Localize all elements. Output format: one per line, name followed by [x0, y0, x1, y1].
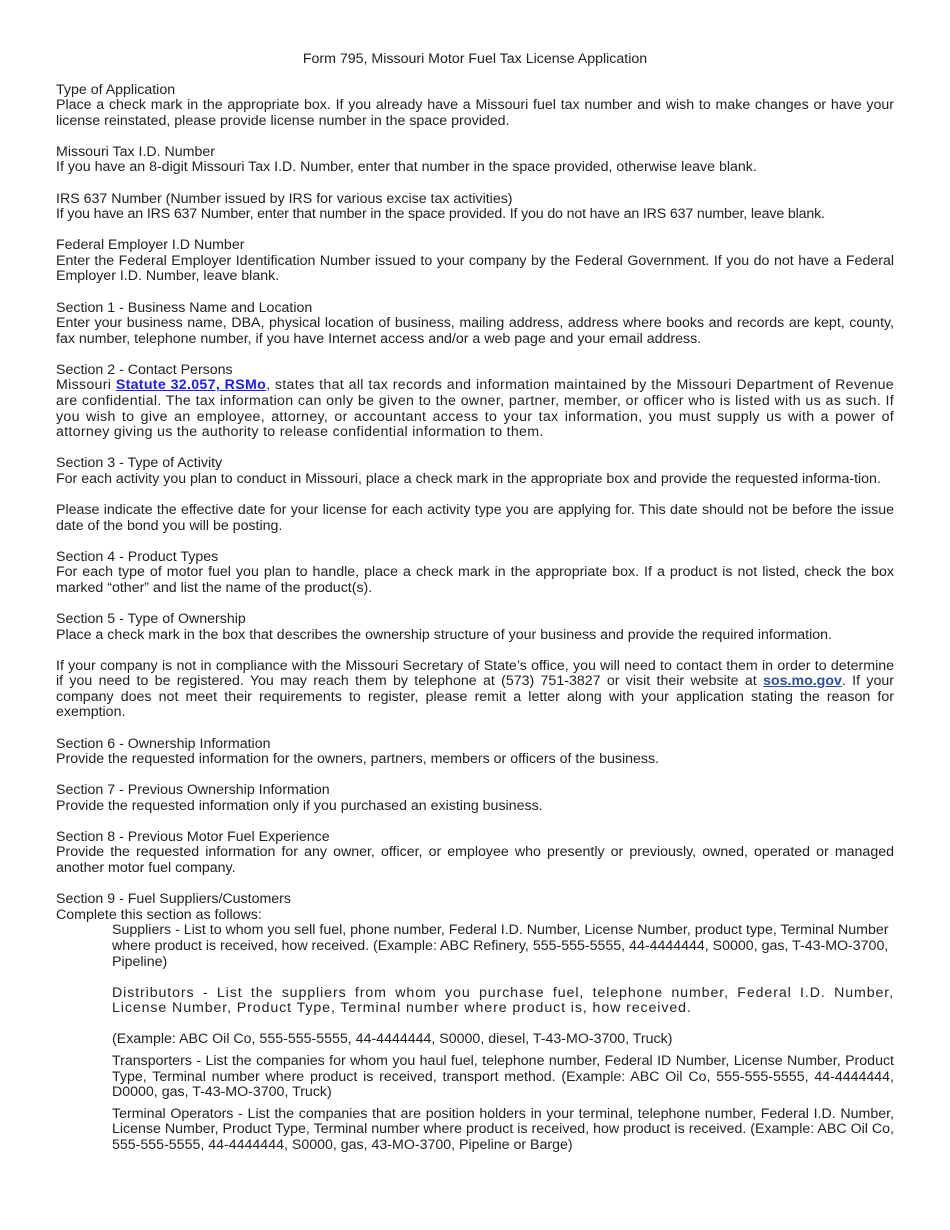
section-body	[56, 378, 894, 440]
body-text: . If your company does not meet their requirements to register, please remit a letter along with your application stating the reason for exemption.	[56, 673, 894, 721]
section-body: If you have an 8-digit Missouri Tax I.D. Number, enter that number in the space provided, otherwise leave blank.	[56, 159, 757, 176]
section-body: For each activity you plan to conduct in Missouri, place a check mark in the appropriate box and provide the requested informa-tion.	[56, 470, 881, 487]
section-fein	[56, 238, 894, 285]
section-heading: Section 8 - Previous Motor Fuel Experience	[56, 828, 330, 845]
section-9	[56, 892, 894, 1153]
section-body: Place a check mark in the appropriate box. If you already have a Missouri fuel tax number and wish to make changes or have your license reinstated, please provide license number in the space provided.	[56, 97, 894, 129]
section-heading: IRS 637 Number (Number issued by IRS for various excise tax activities)	[56, 190, 513, 207]
page-title: Form 795, Missouri Motor Fuel Tax License Application	[302, 51, 648, 67]
section-3	[56, 456, 894, 487]
section-missouri-tax-id	[56, 145, 894, 176]
section-body: Place a check mark in the box that describes the ownership structure of your business and provide the required information.	[56, 626, 832, 643]
section-body: Provide the requested information for any owner, officer, or employee who presently or previously, owned, operated or managed another motor fuel company.	[56, 844, 894, 877]
section-1	[56, 301, 894, 348]
section-irs-637	[56, 192, 894, 223]
section-heading: Missouri Tax I.D. Number	[56, 143, 215, 160]
section-body: Provide the requested information only if you purchased an existing business.	[56, 797, 543, 814]
section-heading: Section 9 - Fuel Suppliers/Customers	[56, 891, 291, 908]
section-body: Provide the requested information for the owners, partners, members or officers of the business.	[56, 751, 660, 768]
transporters-item: Transporters - List the companies for whom you haul fuel, telephone number, Federal ID Number, License Number, Product Type, Terminal number where product is received, transport method. (Example: ABC Oil Co, 555-555-5555, 44-4444444, D0000, gas, T-43-MO-3700, Truck)	[112, 1052, 894, 1101]
instructions-page	[56, 52, 894, 1153]
section-body: If you have an IRS 637 Number, enter that number in the space provided. If you do not have an IRS 637 number, leave blank.	[56, 206, 825, 223]
section-5	[56, 612, 894, 643]
section-type-of-application	[56, 83, 894, 130]
section-8	[56, 830, 894, 877]
section-heading: Section 2 - Contact Persons	[56, 361, 233, 378]
section-7	[56, 783, 894, 814]
body-text: , states that all tax records and information maintained by the Missouri Department of Revenue are confidential. The tax information can only be given to the owner, partner, member, or officer who is listed with us as such. If you wish to give an employee, attorney, or accountant access to your tax information, you must supply us with a power of attorney giving us the authority to release confidential information to them.	[56, 377, 894, 441]
section-heading: Section 7 - Previous Ownership Information	[56, 782, 330, 799]
distributors-example: (Example: ABC Oil Co, 555-555-5555, 44-4444444, S0000, diesel, T-43-MO-3700, Truck)	[112, 1031, 673, 1048]
body-text: Missouri	[56, 377, 116, 394]
section-intro: Complete this section as follows:	[56, 906, 262, 923]
section-heading: Federal Employer I.D Number	[56, 237, 245, 254]
section-9-list	[112, 923, 894, 1153]
section-heading: Section 5 - Type of Ownership	[56, 610, 246, 627]
section-heading: Section 1 - Business Name and Location	[56, 299, 313, 316]
section-heading: Section 6 - Ownership Information	[56, 735, 271, 752]
section-6	[56, 737, 894, 768]
section-body: Enter the Federal Employer Identification Number issued to your company by the Federal Government. If you do not have a Federal Employer I.D. Number, leave blank.	[56, 252, 894, 285]
sos-website-link[interactable]: sos.mo.gov	[763, 673, 842, 690]
terminal-operators-item: Terminal Operators - List the companies that are position holders in your terminal, telephone number, Federal I.D. Number, License Number, Product Type, Terminal number where product is received, how product is received. (Example: ABC Oil Co, 555-555-5555, 44-4444444, S0000, gas, 43-MO-3700, Pipeline or Barge)	[112, 1105, 894, 1153]
section-5-compliance	[56, 659, 894, 721]
section-body: For each type of motor fuel you plan to handle, place a check mark in the appropriate box. If a product is not listed, check the box marked “other” and list the name of the product(s).	[56, 564, 894, 596]
suppliers-item: Suppliers - List to whom you sell fuel, phone number, Federal I.D. Number, License Number, product type, Terminal Number where product is received, how received. (Example: ABC Refinery, 555-555-5555, 44-4444444, S0000, gas, T-43-MO-3700, Pipeline)	[112, 922, 889, 970]
section-body	[56, 659, 894, 721]
section-body: Please indicate the effective date for your license for each activity type you are applying for. This date should not be before the issue date of the bond you will be posting.	[56, 501, 894, 534]
section-2	[56, 363, 894, 441]
section-heading: Section 4 - Product Types	[56, 548, 219, 565]
section-3-effective-date	[56, 503, 894, 534]
section-heading: Type of Application	[56, 81, 176, 98]
section-4	[56, 550, 894, 597]
section-heading: Section 3 - Type of Activity	[56, 455, 223, 472]
body-text: If your company is not in compliance with the Missouri Secretary of State’s office, you will need to contact them in order to determine if you need to be registered. You may reach them by telephone at (573) 751-3827 or visit their website at	[56, 657, 894, 690]
statute-link[interactable]: Statute 32.057, RSMo	[115, 377, 267, 394]
distributors-item: Distributors - List the suppliers from whom you purchase fuel, telephone number, Federal I.D. Number, License Number, Product Type, Terminal number where product is, how received.	[112, 984, 894, 1017]
section-body: Enter your business name, DBA, physical location of business, mailing address, address where books and records are kept, county, fax number, telephone number, if you have Internet access and/or a web page and your email address.	[56, 315, 894, 347]
